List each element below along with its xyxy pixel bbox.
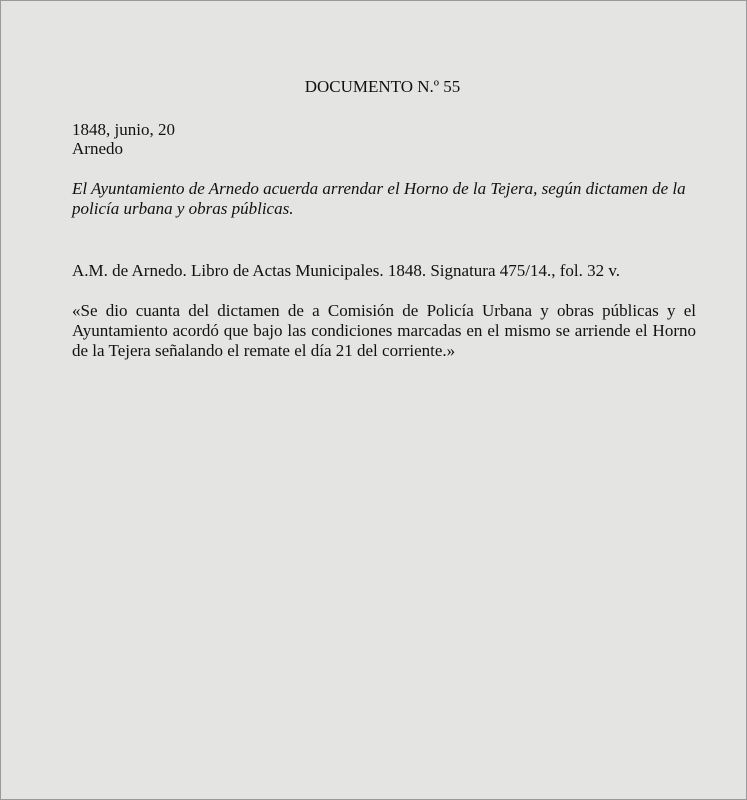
document-transcription: «Se dio cuanta del dictamen de a Comisión de Policía Urbana y obras públicas y el Ayuntamiento acordó que bajo las condiciones marcadas en el mismo se arriende el Horno de la Tejera señalando el remate el día 21 del corriente.» — [72, 301, 696, 360]
document-place: Arnedo — [72, 139, 123, 158]
document-title: DOCUMENTO N.º 55 — [304, 77, 461, 96]
document-date: 1848, junio, 20 — [72, 120, 175, 139]
document-source: A.M. de Arnedo. Libro de Actas Municipales. 1848. Signatura 475/14., fol. 32 v. — [72, 261, 621, 280]
document-summary: El Ayuntamiento de Arnedo acuerda arrendar el Horno de la Tejera, según dictamen de la policía urbana y obras públicas. — [72, 179, 686, 218]
